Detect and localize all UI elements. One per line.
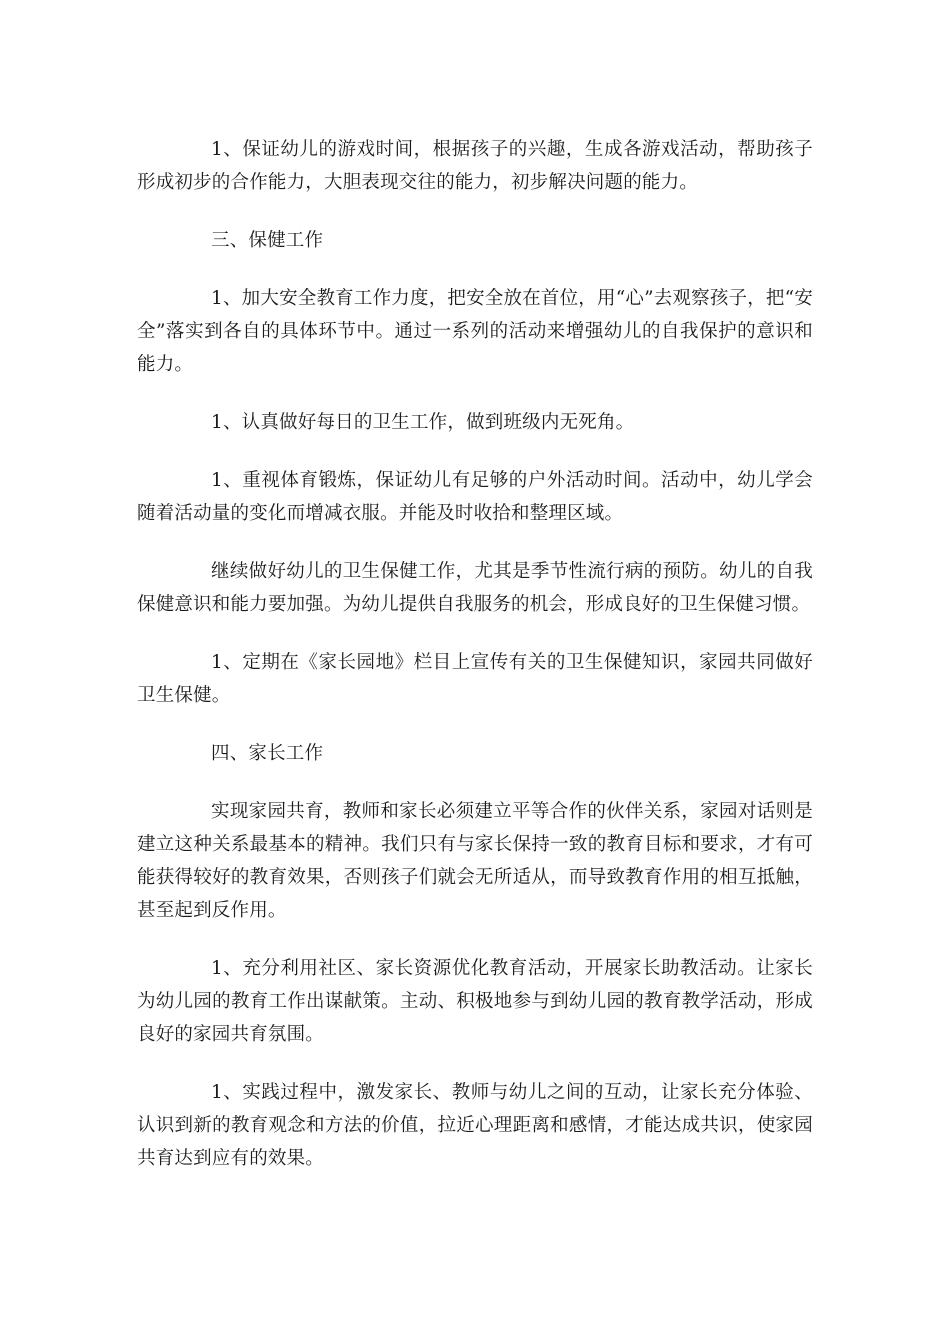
paragraph-parent-garden-column: 1、定期在《家长园地》栏目上宣传有关的卫生保健知识，家园共同做好卫生保健。 [137,652,813,706]
paragraph-health-care-continued: 继续做好幼儿的卫生保健工作，尤其是季节性流行病的预防。幼儿的自我保健意识和能力要加强。为幼儿提供自我服务的机会，形成良好的卫生保健习惯。 [137,561,813,615]
paragraph-daily-hygiene: 1、认真做好每日的卫生工作，做到班级内无死角。 [211,412,635,433]
paragraph-safety-education: 1、加大安全教育工作力度，把安全放在首位，用“心”去观察孩子，把“安全”落实到各自的具体环节中。通过一系列的活动来增强幼儿的自我保护的意识和能力。 [137,288,813,375]
paragraph-community-resources: 1、充分利用社区、家长资源优化教育活动，开展家长助教活动。让家长为幼儿园的教育工作出谋献策。主动、积极地参与到幼儿园的教育教学活动，形成良好的家园共育氛围。 [137,958,813,1045]
section-heading-health-care: 三、保健工作 [211,230,324,251]
paragraph-interaction-practice: 1、实践过程中，激发家长、教师与幼儿之间的互动，让家长充分体验、认识到新的教育观念和方法的价值，拉近心理距离和感情，才能达成共识，使家园共育达到应有的效果。 [137,1082,813,1169]
paragraph-game-time: 1、保证幼儿的游戏时间，根据孩子的兴趣，生成各游戏活动，帮助孩子形成初步的合作能力，大胆表现交往的能力，初步解决问题的能力。 [137,139,813,193]
document-body [137,133,813,1200]
paragraph-physical-exercise: 1、重视体育锻炼，保证幼儿有足够的户外活动时间。活动中，幼儿学会随着活动量的变化而增减衣服。并能及时收拾和整理区域。 [137,470,813,524]
paragraph-home-school-cooperation: 实现家园共育，教师和家长必须建立平等合作的伙伴关系，家园对话则是建立这种关系最基本的精神。我们只有与家长保持一致的教育目标和要求，才有可能获得较好的教育效果，否则孩子们就会无所适从，而导致教育作用的相互抵触，甚至起到反作用。 [137,801,813,921]
section-heading-parent-work: 四、家长工作 [211,743,324,764]
